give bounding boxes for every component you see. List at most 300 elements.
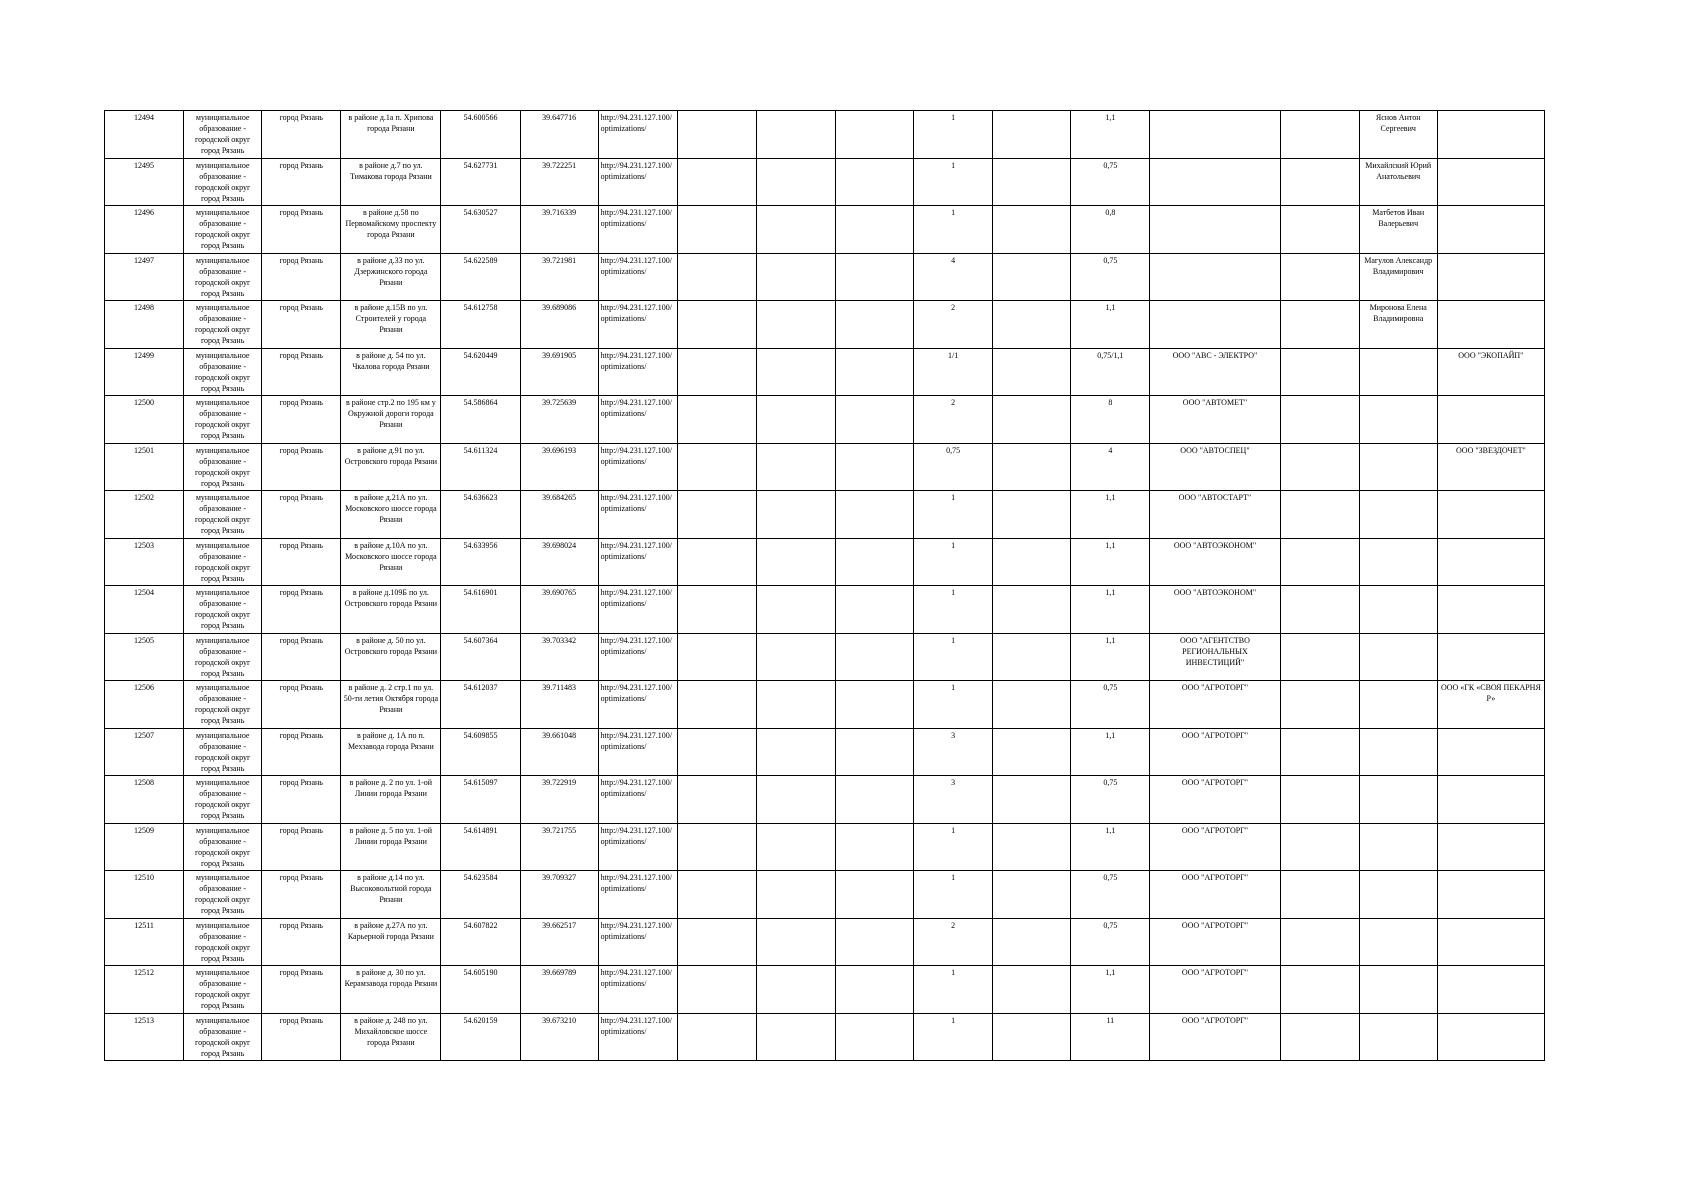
cell-empty — [677, 823, 756, 871]
cell-empty — [835, 491, 913, 539]
cell-empty — [993, 871, 1071, 919]
cell-empty — [993, 491, 1071, 539]
cell-empty — [1280, 871, 1359, 919]
cell-container-count: 1 — [914, 538, 993, 586]
cell-container-volume: 1,1 — [1071, 301, 1150, 349]
cell-container-volume: 1,1 — [1071, 728, 1150, 776]
cell-organization — [1150, 206, 1280, 254]
cell-municipality: муниципальное образование - городской округ город Рязань — [184, 681, 262, 729]
cell-empty — [993, 443, 1071, 491]
cell-person — [1359, 918, 1437, 966]
cell-container-volume: 0,75 — [1071, 253, 1150, 301]
cell-city: город Рязань — [262, 301, 341, 349]
cell-url[interactable]: http://94.231.127.100/optimizations/ — [598, 396, 677, 444]
cell-container-count: 1 — [914, 111, 993, 159]
cell-location: в районе д.27А по ул. Карьерной города Рязани — [341, 918, 441, 966]
cell-municipality: муниципальное образование - городской округ город Рязань — [184, 158, 262, 206]
cell-organization-2 — [1437, 586, 1544, 634]
cell-longitude: 39.696193 — [520, 443, 598, 491]
cell-city: город Рязань — [262, 396, 341, 444]
cell-municipality: муниципальное образование - городской округ город Рязань — [184, 823, 262, 871]
cell-empty — [1280, 918, 1359, 966]
cell-container-count: 1 — [914, 491, 993, 539]
cell-container-count: 1 — [914, 633, 993, 681]
cell-municipality: муниципальное образование - городской округ город Рязань — [184, 966, 262, 1014]
cell-person — [1359, 443, 1437, 491]
cell-empty — [835, 206, 913, 254]
cell-organization: ООО "АГРОТОРГ" — [1150, 1013, 1280, 1061]
table-row — [105, 491, 1545, 539]
cell-location: в районе д.7 по ул. Тимакова города Рязани — [341, 158, 441, 206]
cell-url[interactable]: http://94.231.127.100/optimizations/ — [598, 823, 677, 871]
cell-municipality: муниципальное образование - городской округ город Рязань — [184, 348, 262, 396]
cell-person — [1359, 966, 1437, 1014]
cell-city: город Рязань — [262, 918, 341, 966]
cell-latitude: 54.615097 — [441, 776, 520, 824]
cell-empty — [677, 966, 756, 1014]
cell-empty — [993, 776, 1071, 824]
cell-organization-2 — [1437, 1013, 1544, 1061]
cell-empty — [835, 586, 913, 634]
table-row — [105, 823, 1545, 871]
cell-container-volume: 1,1 — [1071, 633, 1150, 681]
table-row — [105, 966, 1545, 1014]
cell-organization — [1150, 158, 1280, 206]
cell-latitude: 54.609855 — [441, 728, 520, 776]
cell-organization-2 — [1437, 776, 1544, 824]
cell-empty — [835, 301, 913, 349]
cell-organization-2 — [1437, 728, 1544, 776]
cell-id: 12505 — [105, 633, 184, 681]
cell-id: 12502 — [105, 491, 184, 539]
cell-container-count: 2 — [914, 918, 993, 966]
cell-empty — [677, 111, 756, 159]
cell-longitude: 39.689086 — [520, 301, 598, 349]
cell-latitude: 54.607364 — [441, 633, 520, 681]
cell-empty — [993, 823, 1071, 871]
cell-container-count: 3 — [914, 728, 993, 776]
cell-id: 12512 — [105, 966, 184, 1014]
cell-id: 12500 — [105, 396, 184, 444]
cell-empty — [993, 1013, 1071, 1061]
cell-organization-2 — [1437, 823, 1544, 871]
cell-empty — [993, 633, 1071, 681]
cell-empty — [756, 491, 835, 539]
cell-empty — [756, 586, 835, 634]
cell-organization-2 — [1437, 538, 1544, 586]
cell-organization-2 — [1437, 918, 1544, 966]
registry-table — [104, 110, 1545, 1061]
cell-organization: ООО "АГРОТОРГ" — [1150, 776, 1280, 824]
cell-id: 12509 — [105, 823, 184, 871]
cell-container-volume: 0,75 — [1071, 776, 1150, 824]
table-row — [105, 871, 1545, 919]
cell-location: в районе д.10А по ул. Московского шоссе города Рязани — [341, 538, 441, 586]
cell-longitude: 39.691905 — [520, 348, 598, 396]
table-row — [105, 918, 1545, 966]
cell-latitude: 54.607822 — [441, 918, 520, 966]
cell-url[interactable]: http://94.231.127.100/optimizations/ — [598, 776, 677, 824]
cell-empty — [1280, 681, 1359, 729]
cell-id: 12510 — [105, 871, 184, 919]
cell-empty — [756, 776, 835, 824]
cell-empty — [677, 443, 756, 491]
cell-latitude: 54.600566 — [441, 111, 520, 159]
cell-empty — [756, 443, 835, 491]
cell-container-volume: 1,1 — [1071, 823, 1150, 871]
cell-longitude: 39.709327 — [520, 871, 598, 919]
cell-id: 12506 — [105, 681, 184, 729]
cell-municipality: муниципальное образование - городской округ город Рязань — [184, 1013, 262, 1061]
cell-container-count: 1 — [914, 158, 993, 206]
cell-container-volume: 4 — [1071, 443, 1150, 491]
cell-longitude: 39.721755 — [520, 823, 598, 871]
table-row — [105, 728, 1545, 776]
cell-empty — [835, 1013, 913, 1061]
cell-person — [1359, 728, 1437, 776]
cell-city: город Рязань — [262, 586, 341, 634]
cell-organization: ООО "АГРОТОРГ" — [1150, 966, 1280, 1014]
cell-id: 12495 — [105, 158, 184, 206]
cell-url[interactable]: http://94.231.127.100/optimizations/ — [598, 301, 677, 349]
cell-empty — [993, 586, 1071, 634]
cell-empty — [677, 1013, 756, 1061]
cell-organization-2: ООО «ГК «СВОЯ ПЕКАРНЯ Р» — [1437, 681, 1544, 729]
cell-location: в районе д. 30 по ул. Керамзавода города Рязани — [341, 966, 441, 1014]
cell-location: в районе д.33 по ул. Дзержинского города Рязани — [341, 253, 441, 301]
cell-empty — [677, 206, 756, 254]
cell-organization — [1150, 301, 1280, 349]
cell-empty — [993, 918, 1071, 966]
cell-location: в районе д. 248 по ул. Михайловское шоссе города Рязани — [341, 1013, 441, 1061]
table-row — [105, 538, 1545, 586]
cell-id: 12494 — [105, 111, 184, 159]
cell-latitude: 54.636623 — [441, 491, 520, 539]
cell-longitude: 39.661048 — [520, 728, 598, 776]
cell-url[interactable]: http://94.231.127.100/optimizations/ — [598, 586, 677, 634]
cell-person — [1359, 633, 1437, 681]
cell-container-volume: 1,1 — [1071, 966, 1150, 1014]
cell-empty — [756, 1013, 835, 1061]
cell-municipality: муниципальное образование - городской округ город Рязань — [184, 253, 262, 301]
cell-person — [1359, 871, 1437, 919]
cell-longitude: 39.722251 — [520, 158, 598, 206]
cell-url[interactable]: http://94.231.127.100/optimizations/ — [598, 918, 677, 966]
cell-url[interactable]: http://94.231.127.100/optimizations/ — [598, 728, 677, 776]
cell-empty — [677, 491, 756, 539]
cell-latitude: 54.630527 — [441, 206, 520, 254]
cell-empty — [677, 396, 756, 444]
cell-url[interactable]: http://94.231.127.100/optimizations/ — [598, 1013, 677, 1061]
cell-id: 12499 — [105, 348, 184, 396]
cell-empty — [1280, 823, 1359, 871]
cell-organization: ООО "АВС - ЭЛЕКТРО" — [1150, 348, 1280, 396]
cell-organization: ООО "АГЕНТСТВО РЕГИОНАЛЬНЫХ ИНВЕСТИЦИЙ" — [1150, 633, 1280, 681]
cell-url[interactable]: http://94.231.127.100/optimizations/ — [598, 538, 677, 586]
cell-location: в районе д.58 по Первомайскому проспекту города Рязани — [341, 206, 441, 254]
cell-municipality: муниципальное образование - городской округ город Рязань — [184, 111, 262, 159]
cell-empty — [993, 206, 1071, 254]
table-row — [105, 111, 1545, 159]
cell-person: Михайлский Юрий Анатольевич — [1359, 158, 1437, 206]
cell-person: Матбетов Иван Валерьевич — [1359, 206, 1437, 254]
cell-container-count: 3 — [914, 776, 993, 824]
cell-location: в районе д.109Б по ул. Островского города Рязани — [341, 586, 441, 634]
cell-municipality: муниципальное образование - городской округ город Рязань — [184, 491, 262, 539]
cell-municipality: муниципальное образование - городской округ город Рязань — [184, 301, 262, 349]
cell-city: город Рязань — [262, 253, 341, 301]
cell-empty — [756, 111, 835, 159]
cell-empty — [1280, 396, 1359, 444]
cell-empty — [1280, 158, 1359, 206]
cell-empty — [677, 253, 756, 301]
cell-city: город Рязань — [262, 111, 341, 159]
cell-empty — [835, 871, 913, 919]
cell-url[interactable]: http://94.231.127.100/optimizations/ — [598, 158, 677, 206]
cell-url[interactable]: http://94.231.127.100/optimizations/ — [598, 871, 677, 919]
cell-organization: ООО "АГРОТОРГ" — [1150, 871, 1280, 919]
cell-empty — [993, 348, 1071, 396]
cell-municipality: муниципальное образование - городской округ город Рязань — [184, 396, 262, 444]
cell-url[interactable]: http://94.231.127.100/optimizations/ — [598, 443, 677, 491]
cell-empty — [756, 206, 835, 254]
cell-empty — [756, 871, 835, 919]
cell-empty — [1280, 206, 1359, 254]
cell-latitude: 54.612037 — [441, 681, 520, 729]
table-row — [105, 348, 1545, 396]
cell-longitude: 39.703342 — [520, 633, 598, 681]
cell-container-count: 1 — [914, 871, 993, 919]
cell-empty — [677, 586, 756, 634]
cell-longitude: 39.721981 — [520, 253, 598, 301]
cell-id: 12501 — [105, 443, 184, 491]
cell-latitude: 54.611324 — [441, 443, 520, 491]
cell-empty — [756, 728, 835, 776]
cell-container-volume: 1,1 — [1071, 491, 1150, 539]
cell-municipality: муниципальное образование - городской округ город Рязань — [184, 206, 262, 254]
cell-url[interactable]: http://94.231.127.100/optimizations/ — [598, 966, 677, 1014]
cell-url[interactable]: http://94.231.127.100/optimizations/ — [598, 206, 677, 254]
cell-city: город Рязань — [262, 823, 341, 871]
cell-empty — [677, 681, 756, 729]
cell-container-volume: 0,8 — [1071, 206, 1150, 254]
cell-organization — [1150, 253, 1280, 301]
cell-id: 12503 — [105, 538, 184, 586]
cell-empty — [835, 538, 913, 586]
cell-location: в районе д.15В по ул. Строителей у города Рязани — [341, 301, 441, 349]
cell-longitude: 39.662517 — [520, 918, 598, 966]
cell-container-volume: 8 — [1071, 396, 1150, 444]
cell-empty — [677, 728, 756, 776]
cell-empty — [835, 823, 913, 871]
cell-longitude: 39.669789 — [520, 966, 598, 1014]
cell-organization-2 — [1437, 111, 1544, 159]
cell-empty — [1280, 728, 1359, 776]
cell-empty — [677, 776, 756, 824]
cell-id: 12508 — [105, 776, 184, 824]
cell-organization: ООО "АГРОТОРГ" — [1150, 681, 1280, 729]
cell-person — [1359, 1013, 1437, 1061]
cell-longitude: 39.673210 — [520, 1013, 598, 1061]
cell-container-count: 2 — [914, 301, 993, 349]
cell-location: в районе д.14 по ул. Высоковольтной города Рязани — [341, 871, 441, 919]
cell-container-volume: 0,75 — [1071, 918, 1150, 966]
cell-empty — [756, 396, 835, 444]
cell-empty — [993, 111, 1071, 159]
cell-municipality: муниципальное образование - городской округ город Рязань — [184, 633, 262, 681]
cell-empty — [835, 348, 913, 396]
cell-empty — [756, 633, 835, 681]
table-row — [105, 586, 1545, 634]
cell-empty — [756, 253, 835, 301]
cell-city: город Рязань — [262, 776, 341, 824]
cell-container-count: 1 — [914, 681, 993, 729]
cell-municipality: муниципальное образование - городской округ город Рязань — [184, 538, 262, 586]
cell-empty — [756, 681, 835, 729]
cell-organization: ООО "АВТОСПЕЦ" — [1150, 443, 1280, 491]
cell-organization-2: ООО "ЗВЕЗДОЧЕТ" — [1437, 443, 1544, 491]
cell-organization-2 — [1437, 301, 1544, 349]
cell-person — [1359, 823, 1437, 871]
cell-empty — [993, 966, 1071, 1014]
cell-empty — [835, 918, 913, 966]
cell-longitude: 39.698024 — [520, 538, 598, 586]
cell-municipality: муниципальное образование - городской округ город Рязань — [184, 918, 262, 966]
table-row — [105, 681, 1545, 729]
cell-organization-2 — [1437, 633, 1544, 681]
cell-id: 12497 — [105, 253, 184, 301]
registry-body — [105, 111, 1545, 1061]
cell-empty — [993, 253, 1071, 301]
cell-city: город Рязань — [262, 728, 341, 776]
cell-empty — [835, 253, 913, 301]
cell-empty — [756, 158, 835, 206]
cell-url[interactable]: http://94.231.127.100/optimizations/ — [598, 491, 677, 539]
cell-organization-2 — [1437, 253, 1544, 301]
cell-id: 12507 — [105, 728, 184, 776]
cell-empty — [756, 538, 835, 586]
cell-empty — [835, 158, 913, 206]
cell-container-volume: 0,75 — [1071, 158, 1150, 206]
cell-empty — [993, 396, 1071, 444]
cell-url[interactable]: http://94.231.127.100/optimizations/ — [598, 633, 677, 681]
cell-person: Магулов Александр Владимирович — [1359, 253, 1437, 301]
cell-empty — [756, 918, 835, 966]
cell-location: в районе стр.2 по 195 км у Окружной дороги города Рязани — [341, 396, 441, 444]
cell-person: Миронова Елена Владимировна — [1359, 301, 1437, 349]
cell-empty — [677, 633, 756, 681]
cell-organization: ООО "АВТОЭКОНОМ" — [1150, 586, 1280, 634]
cell-empty — [835, 396, 913, 444]
cell-longitude: 39.690765 — [520, 586, 598, 634]
cell-city: город Рязань — [262, 443, 341, 491]
cell-municipality: муниципальное образование - городской округ город Рязань — [184, 776, 262, 824]
cell-location: в районе д. 50 по ул. Островского города Рязани — [341, 633, 441, 681]
cell-municipality: муниципальное образование - городской округ город Рязань — [184, 443, 262, 491]
cell-organization-2 — [1437, 871, 1544, 919]
cell-city: город Рязань — [262, 633, 341, 681]
cell-municipality: муниципальное образование - городской округ город Рязань — [184, 586, 262, 634]
cell-url[interactable]: http://94.231.127.100/optimizations/ — [598, 253, 677, 301]
table-row — [105, 253, 1545, 301]
cell-id: 12498 — [105, 301, 184, 349]
cell-url[interactable]: http://94.231.127.100/optimizations/ — [598, 681, 677, 729]
cell-city: город Рязань — [262, 681, 341, 729]
cell-container-volume: 1,1 — [1071, 538, 1150, 586]
cell-person — [1359, 681, 1437, 729]
cell-location: в районе д. 2 стр.1 по ул. 50-ти летия Октября города Рязани — [341, 681, 441, 729]
cell-latitude: 54.622589 — [441, 253, 520, 301]
cell-latitude: 54.623584 — [441, 871, 520, 919]
table-row — [105, 443, 1545, 491]
cell-organization: ООО "АВТОЭКОНОМ" — [1150, 538, 1280, 586]
cell-location: в районе д. 54 по ул. Чкалова города Рязани — [341, 348, 441, 396]
cell-person — [1359, 396, 1437, 444]
cell-person — [1359, 348, 1437, 396]
cell-person — [1359, 538, 1437, 586]
cell-person — [1359, 776, 1437, 824]
table-row — [105, 1013, 1545, 1061]
cell-empty — [677, 158, 756, 206]
cell-empty — [993, 681, 1071, 729]
cell-empty — [1280, 111, 1359, 159]
cell-empty — [677, 301, 756, 349]
cell-organization-2 — [1437, 206, 1544, 254]
cell-city: город Рязань — [262, 1013, 341, 1061]
table-row — [105, 206, 1545, 254]
cell-id: 12511 — [105, 918, 184, 966]
cell-person — [1359, 491, 1437, 539]
cell-municipality: муниципальное образование - городской округ город Рязань — [184, 728, 262, 776]
cell-container-volume: 0,75/1,1 — [1071, 348, 1150, 396]
cell-container-count: 1 — [914, 966, 993, 1014]
cell-organization-2 — [1437, 396, 1544, 444]
cell-organization-2 — [1437, 158, 1544, 206]
cell-empty — [756, 348, 835, 396]
cell-container-count: 1/1 — [914, 348, 993, 396]
cell-id: 12513 — [105, 1013, 184, 1061]
cell-id: 12504 — [105, 586, 184, 634]
cell-url[interactable]: http://94.231.127.100/optimizations/ — [598, 348, 677, 396]
cell-empty — [993, 301, 1071, 349]
cell-organization-2 — [1437, 966, 1544, 1014]
cell-empty — [756, 301, 835, 349]
cell-container-count: 1 — [914, 823, 993, 871]
cell-container-volume: 0,75 — [1071, 681, 1150, 729]
cell-empty — [835, 728, 913, 776]
cell-organization: ООО "АВТОМЕТ" — [1150, 396, 1280, 444]
cell-container-volume: 11 — [1071, 1013, 1150, 1061]
cell-url[interactable]: http://94.231.127.100/optimizations/ — [598, 111, 677, 159]
cell-empty — [1280, 586, 1359, 634]
cell-longitude: 39.722919 — [520, 776, 598, 824]
cell-empty — [835, 633, 913, 681]
cell-container-count: 1 — [914, 206, 993, 254]
cell-container-count: 0,75 — [914, 443, 993, 491]
cell-city: город Рязань — [262, 538, 341, 586]
cell-empty — [835, 776, 913, 824]
cell-latitude: 54.616901 — [441, 586, 520, 634]
cell-location: в районе д.21А по ул. Московского шоссе города Рязани — [341, 491, 441, 539]
cell-container-count: 1 — [914, 586, 993, 634]
cell-empty — [993, 538, 1071, 586]
cell-empty — [1280, 538, 1359, 586]
cell-empty — [1280, 776, 1359, 824]
cell-container-volume: 0,75 — [1071, 871, 1150, 919]
cell-city: город Рязань — [262, 158, 341, 206]
cell-id: 12496 — [105, 206, 184, 254]
cell-organization: ООО "АГРОТОРГ" — [1150, 918, 1280, 966]
